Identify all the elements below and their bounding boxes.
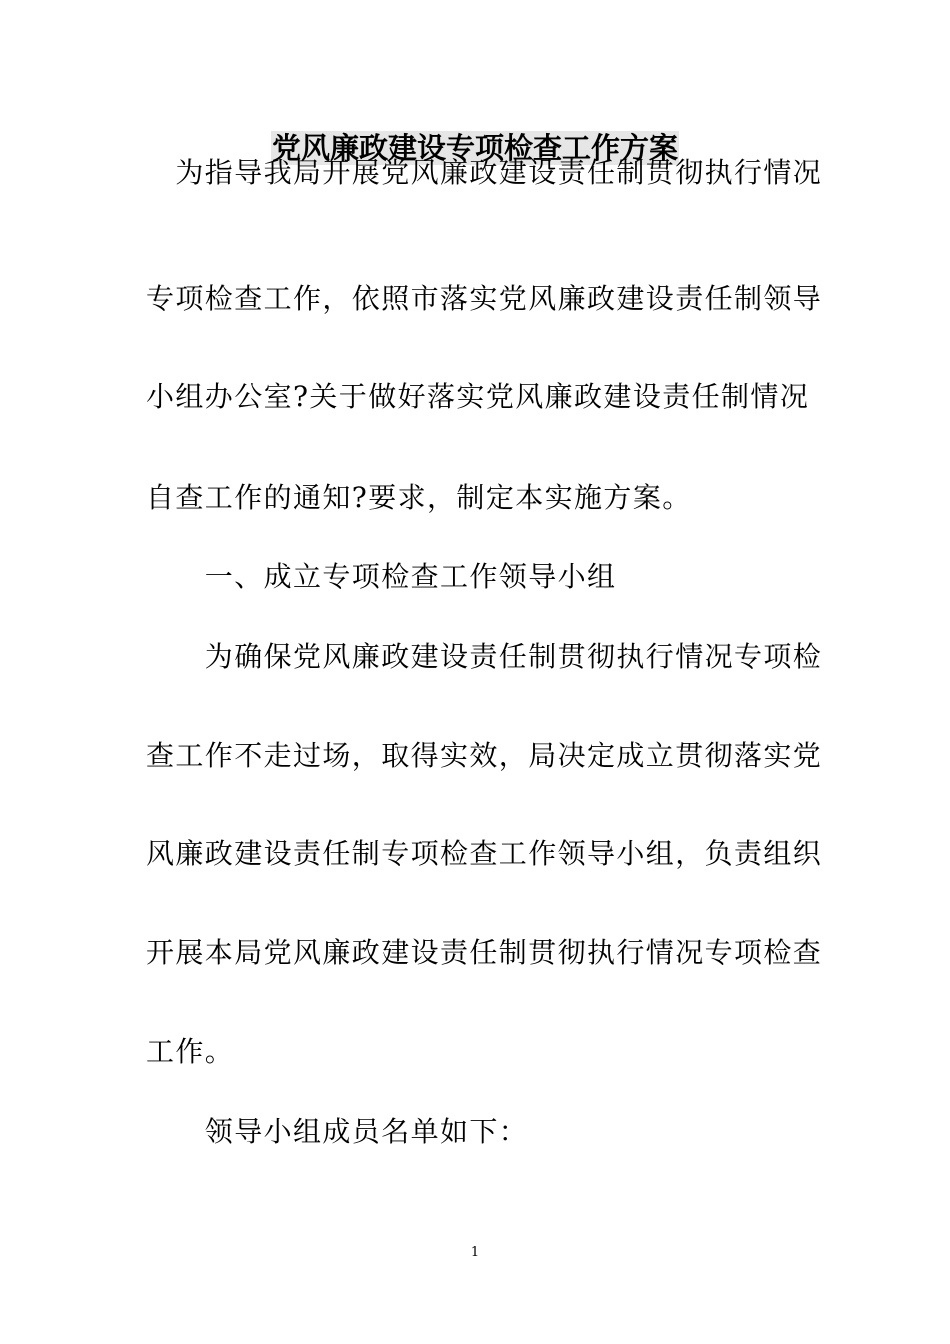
body-line-1: 为指导我局开展党风廉政建设责任制贯彻执行情况 bbox=[146, 156, 823, 189]
section-heading-1: 一、成立专项检查工作领导小组 bbox=[146, 560, 617, 593]
body-line-11: 领导小组成员名单如下： bbox=[146, 1115, 529, 1148]
body-line-3: 小组办公室?关于做好落实党风廉政建设责任制情况 bbox=[146, 380, 810, 413]
body-line-10: 工作。 bbox=[146, 1035, 235, 1068]
body-line-8: 风廉政建设责任制专项检查工作领导小组，负责组织 bbox=[146, 837, 823, 870]
document-title-text: 党风廉政建设专项检查工作方案 bbox=[271, 131, 678, 165]
body-line-6: 为确保党风廉政建设责任制贯彻执行情况专项检 bbox=[146, 640, 823, 673]
body-line-4: 自查工作的通知?要求，制定本实施方案。 bbox=[146, 481, 692, 514]
page-number: 1 bbox=[470, 1245, 480, 1260]
body-line-7: 查工作不走过场，取得实效，局决定成立贯彻落实党 bbox=[146, 739, 823, 772]
body-line-9: 开展本局党风廉政建设责任制贯彻执行情况专项检查 bbox=[146, 936, 823, 969]
body-line-2: 专项检查工作，依照市落实党风廉政建设责任制领导 bbox=[146, 282, 823, 315]
